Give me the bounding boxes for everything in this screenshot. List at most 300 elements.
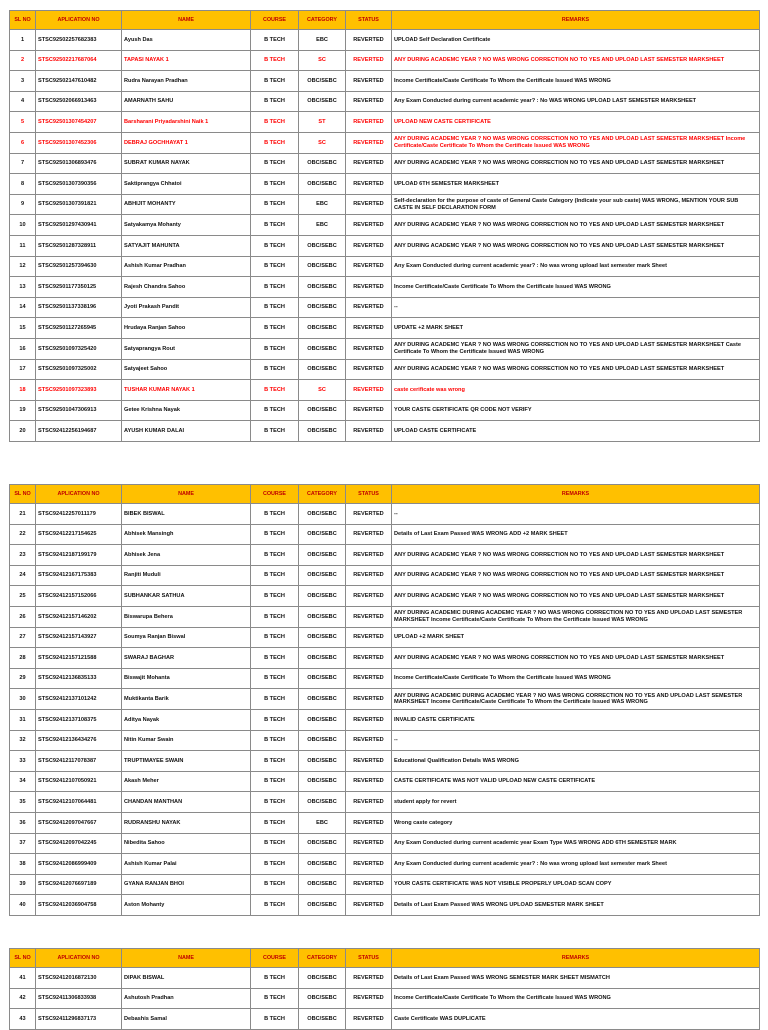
- cell-name: CHANDAN MANTHAN: [122, 792, 251, 813]
- cell-application-no: STSC92412167175383: [36, 565, 122, 586]
- cell-category: OBC/SEBC: [299, 833, 346, 854]
- cell-remarks: ANY DURING ACADEMC YEAR ? NO WAS WRONG CORRECTION NO TO YES AND UPLOAD LAST SEMESTER MARKSHEET: [392, 648, 760, 669]
- cell-application-no: STSC92412256194687: [36, 421, 122, 442]
- cell-course: B TECH: [251, 91, 299, 112]
- cell-application-no: STSC92412187199179: [36, 545, 122, 566]
- table-row: [10, 524, 760, 545]
- cell-category: OBC/SEBC: [299, 792, 346, 813]
- cell-sl-no: 30: [10, 689, 36, 710]
- header-remarks: REMARKS: [392, 11, 760, 30]
- cell-course: B TECH: [251, 215, 299, 236]
- cell-remarks: ANY DURING ACADEMC YEAR ? NO WAS WRONG CORRECTION NO TO YES AND UPLOAD LAST SEMESTER MARKSHEET: [392, 565, 760, 586]
- cell-remarks: YOUR CASTE CERTIFICATE WAS NOT VISIBLE PROPERLY UPLOAD SCAN COPY: [392, 874, 760, 895]
- cell-course: B TECH: [251, 256, 299, 277]
- cell-category: SC: [299, 380, 346, 401]
- header-sl-no: SL NO: [10, 949, 36, 968]
- cell-application-no: STSC92412157146202: [36, 606, 122, 627]
- cell-category: OBC/SEBC: [299, 1009, 346, 1030]
- cell-course: B TECH: [251, 504, 299, 525]
- header-name: NAME: [122, 949, 251, 968]
- cell-name: Satyaprangya Rout: [122, 338, 251, 359]
- cell-category: OBC/SEBC: [299, 504, 346, 525]
- cell-sl-no: 25: [10, 586, 36, 607]
- cell-sl-no: 24: [10, 565, 36, 586]
- cell-sl-no: 5: [10, 112, 36, 133]
- cell-status: REVERTED: [346, 277, 392, 298]
- cell-name: Aditya Nayak: [122, 709, 251, 730]
- cell-sl-no: 13: [10, 277, 36, 298]
- cell-category: OBC/SEBC: [299, 277, 346, 298]
- table-row: [10, 895, 760, 916]
- cell-remarks: --: [392, 297, 760, 318]
- cell-application-no: STSC92501307454207: [36, 112, 122, 133]
- cell-course: B TECH: [251, 689, 299, 710]
- cell-application-no: STSC92412157152066: [36, 586, 122, 607]
- cell-name: SWARAJ BAGHAR: [122, 648, 251, 669]
- cell-sl-no: 3: [10, 71, 36, 92]
- table-row: [10, 400, 760, 421]
- cell-name: Ayush Das: [122, 30, 251, 51]
- cell-remarks: Any Exam Conducted during current academic year Exam Type WAS WRONG ADD 6TH SEMESTER MARK: [392, 833, 760, 854]
- cell-category: OBC/SEBC: [299, 854, 346, 875]
- cell-remarks: Details of Last Exam Passed WAS WRONG SEMESTER MARK SHEET MISMATCH: [392, 968, 760, 989]
- cell-remarks: ANY DURING ACADEMIC DURING ACADEMC YEAR ? NO WAS WRONG CORRECTION NO TO YES AND UPLOAD LAST SEMESTER MARKSHEET Income Certificate/Caste Certificate To Whom the Certificate Issued WAS WRONG: [392, 606, 760, 627]
- cell-category: EBC: [299, 30, 346, 51]
- cell-application-no: STSC92412016872130: [36, 968, 122, 989]
- cell-application-no: STSC92412107064481: [36, 792, 122, 813]
- cell-course: B TECH: [251, 1009, 299, 1030]
- cell-application-no: STSC92502147610482: [36, 71, 122, 92]
- table-row: [10, 30, 760, 51]
- cell-application-no: STSC92501257394630: [36, 256, 122, 277]
- cell-category: EBC: [299, 215, 346, 236]
- header-category: CATEGORY: [299, 949, 346, 968]
- cell-status: REVERTED: [346, 400, 392, 421]
- header-name: NAME: [122, 485, 251, 504]
- table-row: [10, 968, 760, 989]
- cell-name: Biswarupa Behera: [122, 606, 251, 627]
- cell-application-no: STSC92501297430941: [36, 215, 122, 236]
- cell-category: EBC: [299, 812, 346, 833]
- cell-sl-no: 40: [10, 895, 36, 916]
- cell-status: REVERTED: [346, 71, 392, 92]
- cell-category: OBC/SEBC: [299, 709, 346, 730]
- cell-name: TAPASI NAYAK 1: [122, 50, 251, 71]
- cell-sl-no: 17: [10, 359, 36, 380]
- cell-course: B TECH: [251, 771, 299, 792]
- cell-application-no: STSC92412217154625: [36, 524, 122, 545]
- cell-course: B TECH: [251, 318, 299, 339]
- cell-sl-no: 11: [10, 235, 36, 256]
- cell-sl-no: 8: [10, 174, 36, 195]
- cell-category: OBC/SEBC: [299, 648, 346, 669]
- cell-application-no: STSC92502066913463: [36, 91, 122, 112]
- cell-application-no: STSC92501287328911: [36, 235, 122, 256]
- header-application-no: APLICATION NO: [36, 485, 122, 504]
- cell-name: Ranjiti Muduli: [122, 565, 251, 586]
- table-row: [10, 338, 760, 359]
- cell-category: OBC/SEBC: [299, 359, 346, 380]
- cell-course: B TECH: [251, 297, 299, 318]
- cell-category: OBC/SEBC: [299, 895, 346, 916]
- cell-course: B TECH: [251, 112, 299, 133]
- cell-remarks: ANY DURING ACADEMC YEAR ? NO WAS WRONG CORRECTION NO TO YES AND UPLOAD LAST SEMESTER MARKSHEET: [392, 545, 760, 566]
- cell-application-no: STSC92501177350125: [36, 277, 122, 298]
- cell-remarks: ANY DURING ACADEMC YEAR ? NO WAS WRONG CORRECTION NO TO YES AND UPLOAD LAST SEMESTER MARKSHEET Caste Certificate To Whom the Certificate Issued WAS WRONG: [392, 338, 760, 359]
- cell-remarks: ANY DURING ACADEMC YEAR ? NO WAS WRONG CORRECTION NO TO YES AND UPLOAD LAST SEMESTER MARKSHEET: [392, 50, 760, 71]
- cell-name: Ashish Kumar Palai: [122, 854, 251, 875]
- cell-remarks: ANY DURING ACADEMC YEAR ? NO WAS WRONG CORRECTION NO TO YES AND UPLOAD LAST SEMESTER MARKSHEET Income Certificate/Caste Certificate To Whom the Certificate Issued WAS WRONG: [392, 132, 760, 153]
- table-row: [10, 545, 760, 566]
- cell-sl-no: 19: [10, 400, 36, 421]
- table-row: [10, 71, 760, 92]
- cell-course: B TECH: [251, 606, 299, 627]
- header-application-no: APLICATION NO: [36, 949, 122, 968]
- cell-sl-no: 10: [10, 215, 36, 236]
- table-row: [10, 421, 760, 442]
- header-category: CATEGORY: [299, 11, 346, 30]
- cell-name: ABHIJIT MOHANTY: [122, 194, 251, 215]
- cell-category: OBC/SEBC: [299, 421, 346, 442]
- cell-name: Satyakamya Mohanty: [122, 215, 251, 236]
- table-row: [10, 812, 760, 833]
- cell-application-no: STSC92412136434276: [36, 730, 122, 751]
- cell-name: Ashish Kumar Pradhan: [122, 256, 251, 277]
- cell-remarks: Any Exam Conducted during current academic year? : No was wrong upload last semester mark Sheet: [392, 854, 760, 875]
- table-row: [10, 689, 760, 710]
- cell-application-no: STSC92411306833938: [36, 988, 122, 1009]
- cell-name: Aston Mohanty: [122, 895, 251, 916]
- cell-status: REVERTED: [346, 627, 392, 648]
- cell-application-no: STSC92412107050921: [36, 771, 122, 792]
- cell-application-no: STSC92501306893476: [36, 153, 122, 174]
- cell-course: B TECH: [251, 895, 299, 916]
- header-name: NAME: [122, 11, 251, 30]
- cell-status: REVERTED: [346, 968, 392, 989]
- table-row: [10, 792, 760, 813]
- table-row: [10, 627, 760, 648]
- table-header-row: [10, 11, 760, 30]
- cell-sl-no: 36: [10, 812, 36, 833]
- cell-status: REVERTED: [346, 153, 392, 174]
- cell-course: B TECH: [251, 50, 299, 71]
- table-row: [10, 174, 760, 195]
- cell-application-no: STSC92412157121588: [36, 648, 122, 669]
- cell-application-no: STSC92501097325002: [36, 359, 122, 380]
- cell-remarks: Income Certificate/Caste Certificate To Whom the Certificate Issued WAS WRONG: [392, 71, 760, 92]
- table-row: [10, 380, 760, 401]
- cell-category: OBC/SEBC: [299, 771, 346, 792]
- cell-remarks: Income Certificate/Caste Certificate To Whom the Certificate Issued WAS WRONG: [392, 988, 760, 1009]
- cell-status: REVERTED: [346, 792, 392, 813]
- cell-application-no: STSC92412137108375: [36, 709, 122, 730]
- cell-remarks: student apply for revert: [392, 792, 760, 813]
- cell-course: B TECH: [251, 30, 299, 51]
- cell-remarks: ANY DURING ACADEMIC DURING ACADEMC YEAR ? NO WAS WRONG CORRECTION NO TO YES AND UPLOAD LAST SEMESTER MARKSHEET Income Certificate/Caste Certificate To Whom the Certificate Issued WAS WRONG: [392, 689, 760, 710]
- cell-course: B TECH: [251, 71, 299, 92]
- table-row: [10, 256, 760, 277]
- cell-course: B TECH: [251, 988, 299, 1009]
- cell-name: RUDRANSHU NAYAK: [122, 812, 251, 833]
- table-row: [10, 730, 760, 751]
- cell-course: B TECH: [251, 400, 299, 421]
- cell-status: REVERTED: [346, 833, 392, 854]
- cell-status: REVERTED: [346, 235, 392, 256]
- cell-application-no: STSC92501137338196: [36, 297, 122, 318]
- cell-course: B TECH: [251, 132, 299, 153]
- cell-name: Nibedita Sahoo: [122, 833, 251, 854]
- cell-sl-no: 41: [10, 968, 36, 989]
- cell-status: REVERTED: [346, 297, 392, 318]
- cell-course: B TECH: [251, 854, 299, 875]
- table-row: [10, 709, 760, 730]
- cell-category: OBC/SEBC: [299, 606, 346, 627]
- cell-application-no: STSC92412257011179: [36, 504, 122, 525]
- cell-remarks: Income Certificate/Caste Certificate To Whom the Certificate Issued WAS WRONG: [392, 277, 760, 298]
- cell-course: B TECH: [251, 668, 299, 689]
- table-row: [10, 297, 760, 318]
- table-row: [10, 50, 760, 71]
- cell-course: B TECH: [251, 709, 299, 730]
- cell-application-no: STSC92412157143927: [36, 627, 122, 648]
- cell-remarks: Wrong caste category: [392, 812, 760, 833]
- table-row: [10, 648, 760, 669]
- cell-course: B TECH: [251, 380, 299, 401]
- cell-status: REVERTED: [346, 689, 392, 710]
- cell-sl-no: 33: [10, 751, 36, 772]
- cell-course: B TECH: [251, 545, 299, 566]
- cell-application-no: STSC92501097323893: [36, 380, 122, 401]
- cell-category: OBC/SEBC: [299, 400, 346, 421]
- header-remarks: REMARKS: [392, 949, 760, 968]
- cell-course: B TECH: [251, 524, 299, 545]
- table-row: [10, 359, 760, 380]
- cell-status: REVERTED: [346, 895, 392, 916]
- cell-category: OBC/SEBC: [299, 730, 346, 751]
- cell-remarks: UPLOAD CASTE CERTIFICATE: [392, 421, 760, 442]
- cell-remarks: Income Certificate/Caste Certificate To Whom the Certificate Issued WAS WRONG: [392, 668, 760, 689]
- cell-name: GYANA RANJAN BHOI: [122, 874, 251, 895]
- table-row: [10, 586, 760, 607]
- cell-status: REVERTED: [346, 709, 392, 730]
- cell-name: Akash Meher: [122, 771, 251, 792]
- cell-course: B TECH: [251, 648, 299, 669]
- cell-category: OBC/SEBC: [299, 668, 346, 689]
- cell-category: OBC/SEBC: [299, 318, 346, 339]
- cell-remarks: ANY DURING ACADEMC YEAR ? NO WAS WRONG CORRECTION NO TO YES AND UPLOAD LAST SEMESTER MARKSHEET: [392, 359, 760, 380]
- cell-name: Debashis Samal: [122, 1009, 251, 1030]
- header-remarks: REMARKS: [392, 485, 760, 504]
- cell-application-no: STSC92501047306913: [36, 400, 122, 421]
- cell-status: REVERTED: [346, 988, 392, 1009]
- cell-application-no: STSC92502217687064: [36, 50, 122, 71]
- cell-course: B TECH: [251, 792, 299, 813]
- cell-status: REVERTED: [346, 1009, 392, 1030]
- cell-name: SUBHANKAR SATHUA: [122, 586, 251, 607]
- cell-application-no: STSC92412117078387: [36, 751, 122, 772]
- cell-application-no: STSC92502257682383: [36, 30, 122, 51]
- cell-status: REVERTED: [346, 854, 392, 875]
- revert-table-2: [9, 484, 760, 916]
- cell-name: Ashutosh Pradhan: [122, 988, 251, 1009]
- cell-course: B TECH: [251, 359, 299, 380]
- cell-sl-no: 21: [10, 504, 36, 525]
- cell-remarks: Details of Last Exam Passed WAS WRONG UPLOAD SEMESTER MARK SHEET: [392, 895, 760, 916]
- cell-status: REVERTED: [346, 668, 392, 689]
- cell-category: OBC/SEBC: [299, 256, 346, 277]
- cell-sl-no: 1: [10, 30, 36, 51]
- cell-name: SUBRAT KUMAR NAYAK: [122, 153, 251, 174]
- cell-sl-no: 28: [10, 648, 36, 669]
- cell-category: OBC/SEBC: [299, 968, 346, 989]
- cell-name: Barsharani Priyadarshini Naik 1: [122, 112, 251, 133]
- cell-course: B TECH: [251, 833, 299, 854]
- cell-sl-no: 27: [10, 627, 36, 648]
- table-row: [10, 771, 760, 792]
- cell-application-no: STSC92412086999409: [36, 854, 122, 875]
- cell-status: REVERTED: [346, 586, 392, 607]
- cell-status: REVERTED: [346, 30, 392, 51]
- cell-course: B TECH: [251, 751, 299, 772]
- cell-status: REVERTED: [346, 112, 392, 133]
- cell-category: OBC/SEBC: [299, 174, 346, 195]
- cell-category: ST: [299, 112, 346, 133]
- cell-application-no: STSC92412076697189: [36, 874, 122, 895]
- cell-category: OBC/SEBC: [299, 565, 346, 586]
- cell-name: DIPAK BISWAL: [122, 968, 251, 989]
- table-row: [10, 988, 760, 1009]
- cell-sl-no: 37: [10, 833, 36, 854]
- header-course: COURSE: [251, 485, 299, 504]
- header-status: STATUS: [346, 949, 392, 968]
- cell-remarks: Educational Qualification Details WAS WRONG: [392, 751, 760, 772]
- cell-remarks: Caste Certificate WAS DUPLICATE: [392, 1009, 760, 1030]
- cell-name: TRUPTIMAYEE SWAIN: [122, 751, 251, 772]
- cell-remarks: --: [392, 504, 760, 525]
- cell-name: BIBEK BISWAL: [122, 504, 251, 525]
- cell-remarks: UPLOAD +2 MARK SHEET: [392, 627, 760, 648]
- cell-course: B TECH: [251, 235, 299, 256]
- cell-status: REVERTED: [346, 174, 392, 195]
- cell-remarks: Self-declaration for the purpose of caste of General Caste Category (Indicate your sub caste) WAS WRONG, MENTION YOUR SUB CASTE IN SELF DECLARATION FORM: [392, 194, 760, 215]
- cell-remarks: UPLOAD 6TH SEMESTER MARKSHEET: [392, 174, 760, 195]
- cell-sl-no: 31: [10, 709, 36, 730]
- cell-course: B TECH: [251, 812, 299, 833]
- cell-application-no: STSC92501127265945: [36, 318, 122, 339]
- table-header-row: [10, 485, 760, 504]
- header-course: COURSE: [251, 11, 299, 30]
- cell-sl-no: 43: [10, 1009, 36, 1030]
- cell-remarks: ANY DURING ACADEMC YEAR ? NO WAS WRONG CORRECTION NO TO YES AND UPLOAD LAST SEMESTER MARKSHEET: [392, 586, 760, 607]
- cell-sl-no: 9: [10, 194, 36, 215]
- cell-category: OBC/SEBC: [299, 751, 346, 772]
- table-row: [10, 91, 760, 112]
- header-category: CATEGORY: [299, 485, 346, 504]
- cell-sl-no: 39: [10, 874, 36, 895]
- table-row: [10, 153, 760, 174]
- cell-name: Rajesh Chandra Sahoo: [122, 277, 251, 298]
- cell-category: SC: [299, 50, 346, 71]
- cell-status: REVERTED: [346, 751, 392, 772]
- cell-course: B TECH: [251, 586, 299, 607]
- cell-name: Muktikanta Barik: [122, 689, 251, 710]
- cell-name: Saktiprangya Chhatoi: [122, 174, 251, 195]
- cell-remarks: ANY DURING ACADEMC YEAR ? NO WAS WRONG CORRECTION NO TO YES AND UPLOAD LAST SEMESTER MARKSHEET: [392, 235, 760, 256]
- cell-name: Getee Krishna Nayak: [122, 400, 251, 421]
- cell-course: B TECH: [251, 874, 299, 895]
- table-row: [10, 751, 760, 772]
- cell-application-no: STSC92412036904758: [36, 895, 122, 916]
- cell-category: OBC/SEBC: [299, 153, 346, 174]
- cell-sl-no: 22: [10, 524, 36, 545]
- table-row: [10, 833, 760, 854]
- cell-status: REVERTED: [346, 359, 392, 380]
- cell-category: OBC/SEBC: [299, 338, 346, 359]
- cell-name: Soumya Ranjan Biswal: [122, 627, 251, 648]
- header-sl-no: SL NO: [10, 485, 36, 504]
- cell-application-no: STSC92412137101242: [36, 689, 122, 710]
- cell-course: B TECH: [251, 277, 299, 298]
- cell-status: REVERTED: [346, 874, 392, 895]
- cell-name: Satyajeet Sahoo: [122, 359, 251, 380]
- cell-category: OBC/SEBC: [299, 874, 346, 895]
- table-row: [10, 504, 760, 525]
- cell-sl-no: 7: [10, 153, 36, 174]
- cell-status: REVERTED: [346, 648, 392, 669]
- cell-category: OBC/SEBC: [299, 627, 346, 648]
- cell-course: B TECH: [251, 421, 299, 442]
- cell-sl-no: 12: [10, 256, 36, 277]
- header-application-no: APLICATION NO: [36, 11, 122, 30]
- table-row: [10, 668, 760, 689]
- cell-name: Biswajit Mohanta: [122, 668, 251, 689]
- cell-course: B TECH: [251, 627, 299, 648]
- cell-category: OBC/SEBC: [299, 91, 346, 112]
- cell-course: B TECH: [251, 338, 299, 359]
- cell-application-no: STSC92411296837173: [36, 1009, 122, 1030]
- table-header-row: [10, 949, 760, 968]
- cell-status: REVERTED: [346, 194, 392, 215]
- table-row: [10, 194, 760, 215]
- cell-status: REVERTED: [346, 50, 392, 71]
- cell-category: OBC/SEBC: [299, 71, 346, 92]
- header-sl-no: SL NO: [10, 11, 36, 30]
- cell-course: B TECH: [251, 174, 299, 195]
- cell-remarks: UPDATE +2 MARK SHEET: [392, 318, 760, 339]
- cell-status: REVERTED: [346, 91, 392, 112]
- revert-table-3: [9, 948, 760, 1030]
- revert-table-1: [9, 10, 760, 442]
- cell-remarks: Any Exam Conducted during current academic year? : No was wrong upload last semester mark Sheet: [392, 256, 760, 277]
- table-row: [10, 565, 760, 586]
- cell-category: OBC/SEBC: [299, 586, 346, 607]
- cell-course: B TECH: [251, 565, 299, 586]
- table-row: [10, 215, 760, 236]
- cell-status: REVERTED: [346, 132, 392, 153]
- cell-category: EBC: [299, 194, 346, 215]
- cell-sl-no: 20: [10, 421, 36, 442]
- cell-sl-no: 35: [10, 792, 36, 813]
- cell-remarks: ANY DURING ACADEMC YEAR ? NO WAS WRONG CORRECTION NO TO YES AND UPLOAD LAST SEMESTER MARKSHEET: [392, 153, 760, 174]
- cell-application-no: STSC92501307391821: [36, 194, 122, 215]
- cell-remarks: YOUR CASTE CERTIFICATE QR CODE NOT VERIFY: [392, 400, 760, 421]
- cell-status: REVERTED: [346, 380, 392, 401]
- cell-category: OBC/SEBC: [299, 235, 346, 256]
- cell-status: REVERTED: [346, 730, 392, 751]
- header-course: COURSE: [251, 949, 299, 968]
- cell-name: Nitin Kumar Swain: [122, 730, 251, 751]
- header-status: STATUS: [346, 485, 392, 504]
